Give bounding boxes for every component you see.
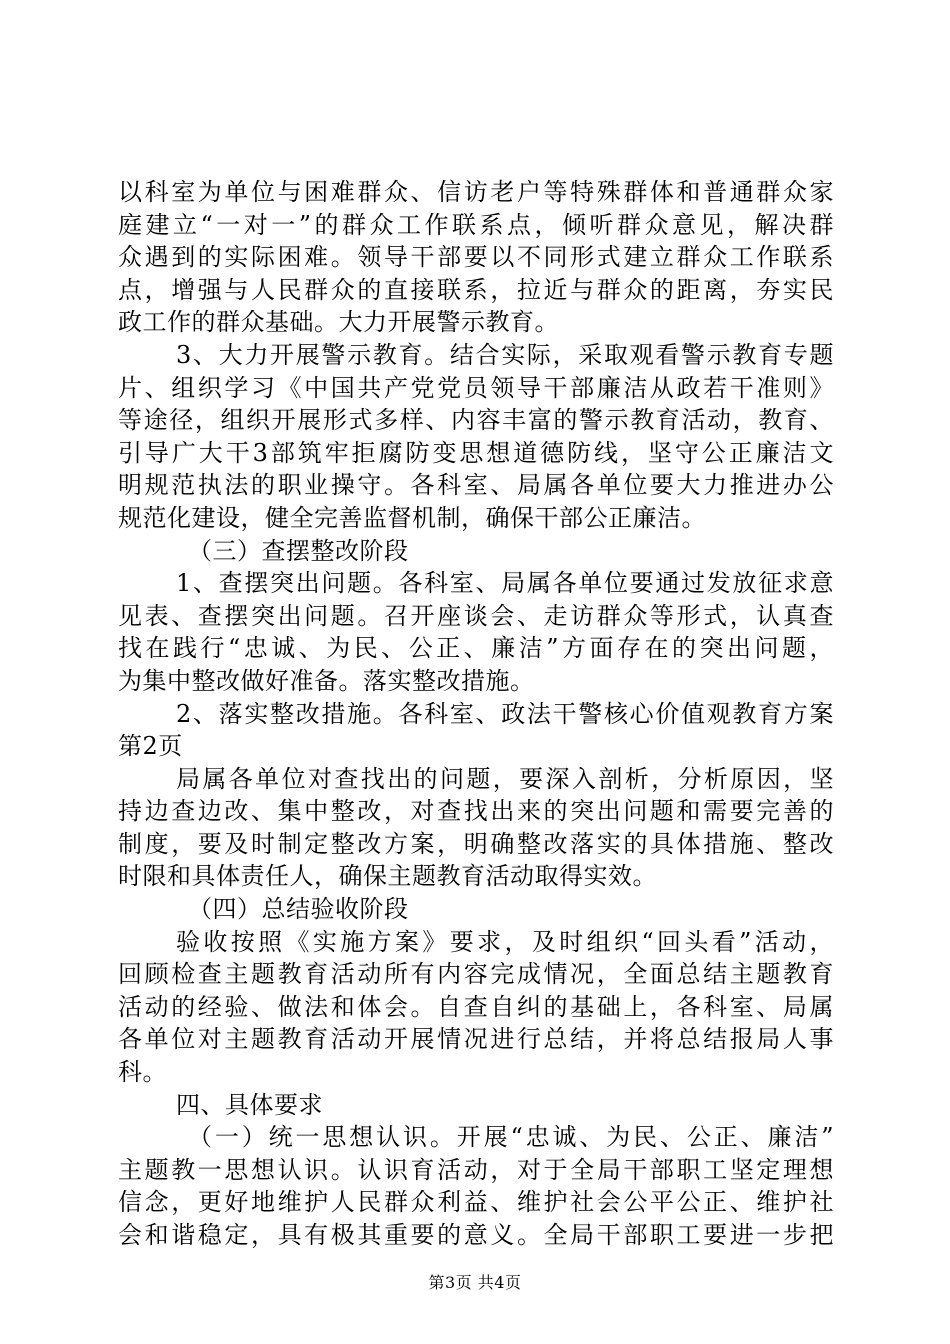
text-line: 活动的经验、做法和体会。自查自纠的基础上，各科室、局属 [118, 992, 834, 1021]
text-line: 制度，要及时制定整改方案，明确整改落实的具体措施、整改 [118, 829, 834, 858]
text-line: 1、查摆突出问题。各科室、局属各单位要通过发放征求意 [176, 569, 834, 598]
text-line: 众遇到的实际困难。领导干部要以不同形式建立群众工作联系 [118, 243, 834, 272]
text-line: 规范化建设，健全完善监督机制，确保干部公正廉洁。 [118, 503, 706, 532]
text-line: 为集中整改做好准备。落实整改措施。 [118, 666, 535, 695]
section-heading: （四）总结验收阶段 [188, 895, 409, 924]
text-line: （一）统一思想认识。开展“忠诚、为民、公正、廉洁” [188, 1123, 834, 1152]
text-line: 会和谐稳定，具有极其重要的意义。全局干部职工要进一步把 [118, 1221, 834, 1249]
text-line: 验收按照《实施方案》要求，及时组织“回头看”活动， [176, 927, 834, 956]
text-line: 政工作的群众基础。大力开展警示教育。 [118, 308, 559, 337]
document-body [118, 176, 834, 1252]
text-line: 等途径，组织开展形式多样、内容丰富的警示教育活动，教育、 [118, 406, 834, 435]
text-line: 片、组织学习《中国共产党党员领导干部廉洁从政若干准则》 [118, 373, 834, 402]
text-line: 局属各单位对查找出的问题，要深入剖析，分析原因，坚 [176, 764, 834, 793]
section-heading: （三）查摆整改阶段 [188, 536, 409, 565]
text-line: 引导广大干3部筑牢拒腐防变思想道德防线，坚守公正廉洁文 [118, 438, 834, 467]
page-number: 第3页 共4页 [428, 1273, 522, 1292]
text-line: 信念，更好地维护人民群众利益、维护社会公平公正、维护社 [118, 1188, 834, 1217]
text-line: 时限和具体责任人，确保主题教育活动取得实效。 [118, 862, 657, 891]
text-line: 2、落实整改措施。各科室、政法干警核心价值观教育方案 [176, 699, 834, 728]
text-line: 明规范执法的职业操守。各科室、局属各单位要大力推进办公 [118, 471, 834, 500]
text-line: 见表、查摆突出问题。召开座谈会、走访群众等形式，认真查 [118, 601, 834, 630]
page-footer [0, 1270, 950, 1293]
text-line: 3、大力开展警示教育。结合实际，采取观看警示教育专题 [176, 340, 834, 369]
text-line: 主题教一思想认识。认识育活动，对于全局干部职工坚定理想 [118, 1155, 834, 1184]
section-heading: 四、具体要求 [176, 1090, 323, 1119]
text-line: 点，增强与人民群众的直接联系，拉近与群众的距离，夯实民 [118, 275, 834, 304]
text-line: 庭建立“一对一”的群众工作联系点，倾听群众意见，解决群 [118, 210, 834, 239]
text-line: 第2页 [118, 732, 183, 761]
text-line: 各单位对主题教育活动开展情况进行总结，并将总结报局人事 [118, 1025, 834, 1054]
text-line: 持边查边改、集中整改，对查找出来的突出问题和需要完善的 [118, 797, 834, 826]
text-line: 找在践行“忠诚、为民、公正、廉洁”方面存在的突出问题， [118, 634, 834, 663]
text-line: 科。 [118, 1058, 167, 1087]
text-line: 以科室为单位与困难群众、信访老户等特殊群体和普通群众家 [118, 178, 834, 206]
text-line: 回顾检查主题教育活动所有内容完成情况，全面总结主题教育 [118, 960, 834, 989]
